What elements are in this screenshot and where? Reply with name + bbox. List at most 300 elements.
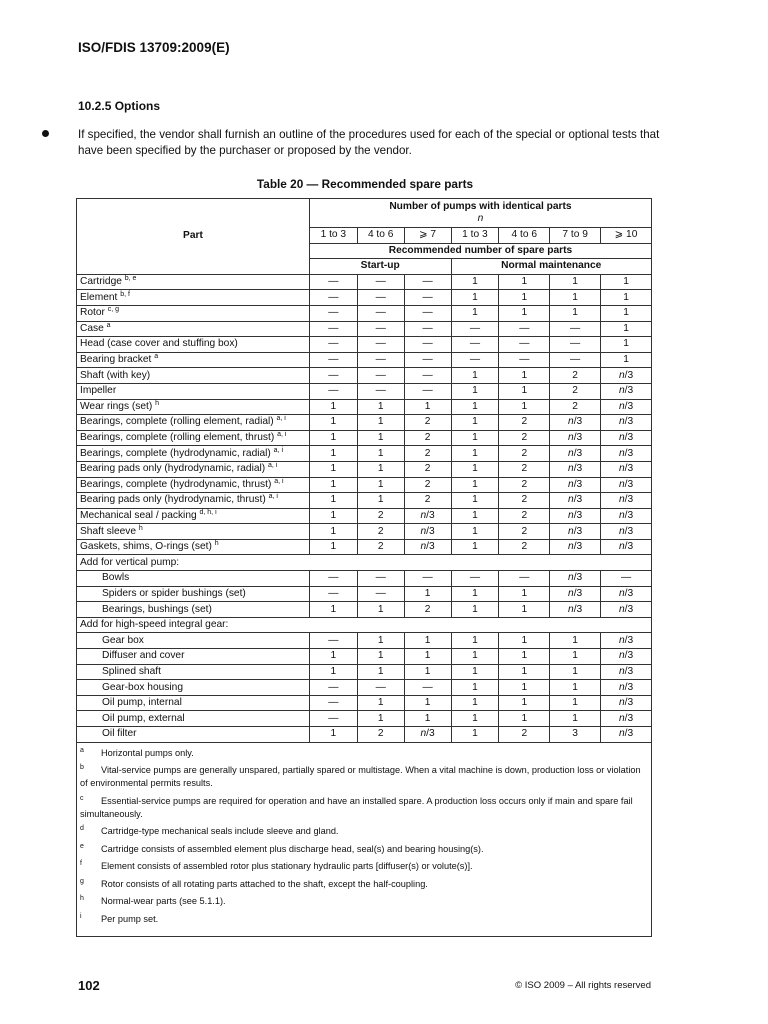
value-cell: 1	[404, 695, 451, 711]
value-cell: 1	[451, 680, 499, 696]
value-cell: 1	[451, 602, 499, 618]
table-row	[77, 493, 652, 509]
value-cell: 1	[309, 727, 357, 743]
footnote-key: i	[80, 912, 82, 920]
value-cell: 1	[451, 430, 499, 446]
value-cell: 2	[404, 415, 451, 431]
part-column-header: Part	[77, 199, 310, 275]
value-cell: 2	[404, 493, 451, 509]
footnote-key: h	[80, 895, 84, 903]
value-cell: n/3	[601, 649, 652, 665]
value-cell: 1	[451, 305, 499, 321]
value-cell: 1	[499, 633, 550, 649]
value-cell: 1	[601, 352, 652, 368]
value-cell: n/3	[404, 539, 451, 555]
value-cell: 1	[499, 274, 550, 290]
footnotes-row	[77, 742, 652, 937]
group-label: Add for high-speed integral gear:	[77, 617, 652, 633]
value-cell: —	[357, 290, 404, 306]
part-label: Bearing bracket $^a$	[77, 352, 310, 368]
footnote-ref: a, i	[268, 493, 278, 501]
table-row	[77, 571, 652, 587]
range-header: ⩾ 7	[404, 228, 451, 244]
value-cell: n/3	[550, 493, 601, 509]
value-cell: 1	[309, 477, 357, 493]
startup-header: Start-up	[309, 259, 451, 275]
value-cell: 2	[357, 508, 404, 524]
table-row	[77, 290, 652, 306]
footnote-ref: a, i	[273, 446, 284, 454]
value-cell: —	[309, 571, 357, 587]
value-cell: 1	[550, 305, 601, 321]
value-cell: —	[451, 337, 499, 353]
spare-parts-table	[76, 198, 652, 937]
value-cell: 1	[550, 290, 601, 306]
group-row	[77, 617, 652, 633]
part-label: Shaft sleeve $^h$	[77, 524, 310, 540]
value-cell: —	[309, 352, 357, 368]
table-row	[77, 602, 652, 618]
value-cell: 2	[550, 368, 601, 384]
part-label: Bearings, complete (hydrodynamic, thrust) $^{a, i}$	[77, 477, 310, 493]
value-cell: 1	[404, 399, 451, 415]
value-cell: 2	[404, 477, 451, 493]
value-cell: 1	[451, 539, 499, 555]
value-cell: 1	[357, 430, 404, 446]
value-cell: n/3	[601, 368, 652, 384]
table-row	[77, 649, 652, 665]
value-cell: —	[309, 680, 357, 696]
value-cell: 1	[550, 711, 601, 727]
value-cell: 1	[357, 695, 404, 711]
table-row	[77, 352, 652, 368]
value-cell: 1	[309, 508, 357, 524]
part-label: Gear-box housing	[77, 680, 310, 696]
value-cell: 1	[550, 274, 601, 290]
value-cell: 1	[451, 524, 499, 540]
value-cell: —	[404, 290, 451, 306]
part-label: Bearing pads only (hydrodynamic, thrust) $^{a, i}$	[77, 493, 310, 509]
part-label: Rotor $^{c, g}$	[77, 305, 310, 321]
value-cell: 1	[451, 290, 499, 306]
value-cell: 1	[357, 446, 404, 462]
table-row	[77, 711, 652, 727]
value-cell: —	[404, 337, 451, 353]
value-cell: 2	[499, 461, 550, 477]
value-cell: 1	[451, 368, 499, 384]
value-cell: 1	[309, 493, 357, 509]
value-cell: 2	[357, 727, 404, 743]
value-cell: —	[499, 321, 550, 337]
part-label: Gear box	[77, 633, 310, 649]
footnote	[80, 860, 648, 873]
value-cell: 2	[499, 508, 550, 524]
value-cell: 1	[309, 415, 357, 431]
value-cell: —	[309, 586, 357, 602]
footnote	[80, 913, 648, 926]
footnote-ref: a, i	[277, 431, 287, 439]
value-cell: —	[550, 321, 601, 337]
part-label: Wear rings (set) $^h$	[77, 399, 310, 415]
value-cell: 3	[550, 727, 601, 743]
value-cell: 2	[499, 493, 550, 509]
value-cell: 1	[601, 274, 652, 290]
value-cell: 1	[451, 664, 499, 680]
value-cell: n/3	[404, 508, 451, 524]
value-cell: n/3	[550, 539, 601, 555]
value-cell: 1	[499, 399, 550, 415]
footnote-key: d	[80, 825, 84, 833]
footnote-ref: h	[138, 524, 143, 532]
value-cell: —	[550, 352, 601, 368]
value-cell: 1	[550, 649, 601, 665]
value-cell: —	[309, 711, 357, 727]
value-cell: —	[404, 571, 451, 587]
part-label: Oil filter	[77, 727, 310, 743]
value-cell: —	[404, 383, 451, 399]
part-label: Mechanical seal / packing $^{d, h, i}$	[77, 508, 310, 524]
value-cell: —	[404, 680, 451, 696]
value-cell: 1	[499, 305, 550, 321]
table-row	[77, 695, 652, 711]
value-cell: 1	[451, 586, 499, 602]
footnote-key: b	[80, 764, 84, 772]
value-cell: 1	[499, 680, 550, 696]
value-cell: n/3	[601, 383, 652, 399]
table-row	[77, 664, 652, 680]
value-cell: 1	[451, 399, 499, 415]
part-label: Impeller	[77, 383, 310, 399]
value-cell: 1	[451, 695, 499, 711]
value-cell: 1	[404, 711, 451, 727]
range-header: 1 to 3	[309, 228, 357, 244]
value-cell: 1	[309, 399, 357, 415]
footnote-ref: b, f	[120, 290, 130, 298]
maintenance-header: Normal maintenance	[451, 259, 652, 275]
part-label: Element $^{b, f}$	[77, 290, 310, 306]
value-cell: 1	[357, 602, 404, 618]
footnote-text: Per pump set.	[101, 913, 159, 924]
value-cell: 2	[499, 727, 550, 743]
value-cell: —	[309, 337, 357, 353]
value-cell: 1	[601, 305, 652, 321]
value-cell: 1	[404, 649, 451, 665]
value-cell: 1	[357, 493, 404, 509]
value-cell: 1	[499, 711, 550, 727]
value-cell: n/3	[601, 695, 652, 711]
table-row	[77, 727, 652, 743]
value-cell: 1	[451, 461, 499, 477]
value-cell: n/3	[601, 415, 652, 431]
value-cell: —	[357, 352, 404, 368]
value-cell: —	[309, 633, 357, 649]
value-cell: 1	[404, 586, 451, 602]
part-label: Head (case cover and stuffing box)	[77, 337, 310, 353]
value-cell: 1	[309, 430, 357, 446]
footnote	[80, 895, 648, 908]
footnote	[80, 795, 648, 821]
table-row	[77, 321, 652, 337]
table-row	[77, 461, 652, 477]
pumps-count-header: Number of pumps with identical parts n	[309, 199, 651, 228]
value-cell: 1	[357, 477, 404, 493]
value-cell: —	[404, 368, 451, 384]
value-cell: —	[357, 305, 404, 321]
value-cell: 1	[499, 602, 550, 618]
part-label: Bearings, bushings (set)	[77, 602, 310, 618]
table-row	[77, 383, 652, 399]
value-cell: 1	[451, 446, 499, 462]
value-cell: n/3	[601, 602, 652, 618]
footnote-text: Vital-service pumps are generally unspared, partially spared or multistage. When a vital machine is down, production loss or violation of environmental permits results.	[80, 765, 641, 789]
value-cell: 1	[404, 664, 451, 680]
footnote-ref: d, h, i	[199, 508, 217, 516]
value-cell: n/3	[601, 399, 652, 415]
value-cell: n/3	[601, 446, 652, 462]
table-row	[77, 524, 652, 540]
value-cell: —	[404, 352, 451, 368]
footnote-text: Cartridge consists of assembled element plus discharge head, seal(s) and bearing housing(s).	[101, 843, 484, 854]
footnote	[80, 843, 648, 856]
value-cell: 1	[357, 415, 404, 431]
value-cell: —	[499, 571, 550, 587]
part-label: Spiders or spider bushings (set)	[77, 586, 310, 602]
table-row	[77, 477, 652, 493]
value-cell: —	[357, 586, 404, 602]
range-header: 4 to 6	[499, 228, 550, 244]
value-cell: —	[357, 321, 404, 337]
range-header: 7 to 9	[550, 228, 601, 244]
footnote-key: c	[80, 794, 84, 802]
footnote-key: a	[80, 746, 84, 754]
value-cell: —	[499, 352, 550, 368]
value-cell: —	[357, 368, 404, 384]
value-cell: —	[404, 321, 451, 337]
value-cell: n/3	[601, 680, 652, 696]
part-label: Bowls	[77, 571, 310, 587]
value-cell: 2	[357, 539, 404, 555]
value-cell: n/3	[601, 477, 652, 493]
bullet-icon	[42, 130, 49, 137]
value-cell: —	[309, 305, 357, 321]
value-cell: n/3	[601, 524, 652, 540]
value-cell: —	[309, 368, 357, 384]
value-cell: 1	[357, 399, 404, 415]
copyright-notice: © ISO 2009 – All rights reserved	[515, 980, 651, 991]
table-row	[77, 305, 652, 321]
value-cell: n/3	[601, 493, 652, 509]
value-cell: —	[309, 290, 357, 306]
value-cell: 1	[499, 695, 550, 711]
value-cell: n/3	[550, 571, 601, 587]
value-cell: 1	[451, 508, 499, 524]
value-cell: n/3	[550, 446, 601, 462]
value-cell: —	[309, 695, 357, 711]
value-cell: 2	[404, 461, 451, 477]
value-cell: n/3	[601, 586, 652, 602]
value-cell: —	[499, 337, 550, 353]
value-cell: 2	[550, 383, 601, 399]
part-label: Case $^a$	[77, 321, 310, 337]
value-cell: —	[309, 321, 357, 337]
part-label: Bearing pads only (hydrodynamic, radial) $^{a, i}$	[77, 461, 310, 477]
value-cell: n/3	[601, 461, 652, 477]
value-cell: 1	[499, 649, 550, 665]
value-cell: 1	[499, 664, 550, 680]
value-cell: 2	[499, 446, 550, 462]
value-cell: —	[309, 383, 357, 399]
footnote-ref: b, e	[124, 275, 137, 283]
value-cell: 1	[601, 337, 652, 353]
value-cell: 2	[499, 415, 550, 431]
value-cell: n/3	[601, 711, 652, 727]
value-cell: —	[357, 337, 404, 353]
table-row	[77, 399, 652, 415]
footnote	[80, 747, 648, 760]
part-label: Shaft (with key)	[77, 368, 310, 384]
part-label: Gaskets, shims, O-rings (set) $^h$	[77, 539, 310, 555]
value-cell: —	[357, 274, 404, 290]
value-cell: 1	[499, 290, 550, 306]
value-cell: 1	[451, 383, 499, 399]
value-cell: n/3	[601, 664, 652, 680]
table-row	[77, 633, 652, 649]
range-header: ⩾ 10	[601, 228, 652, 244]
footnote-text: Element consists of assembled rotor plus stationary hydraulic parts [diffuser(s) or volute(s)].	[101, 861, 473, 872]
value-cell: n/3	[601, 430, 652, 446]
value-cell: n/3	[550, 430, 601, 446]
value-cell: n/3	[601, 633, 652, 649]
value-cell: —	[550, 337, 601, 353]
footnote-ref: a, i	[274, 477, 284, 485]
value-cell: 1	[451, 711, 499, 727]
table-row	[77, 430, 652, 446]
value-cell: n/3	[550, 602, 601, 618]
value-cell: n/3	[601, 508, 652, 524]
value-cell: 2	[404, 430, 451, 446]
value-cell: n/3	[550, 524, 601, 540]
footnote-key: e	[80, 842, 84, 850]
value-cell: —	[357, 383, 404, 399]
value-cell: 1	[309, 524, 357, 540]
value-cell: 2	[499, 430, 550, 446]
value-cell: 1	[309, 649, 357, 665]
value-cell: 1	[357, 711, 404, 727]
value-cell: 1	[601, 321, 652, 337]
value-cell: 1	[451, 633, 499, 649]
value-cell: 1	[357, 664, 404, 680]
value-cell: n/3	[404, 524, 451, 540]
value-cell: —	[357, 680, 404, 696]
footnote-ref: a	[106, 321, 111, 329]
value-cell: 2	[404, 446, 451, 462]
value-cell: 2	[357, 524, 404, 540]
value-cell: —	[451, 321, 499, 337]
table-row	[77, 415, 652, 431]
table-row	[77, 368, 652, 384]
part-label: Splined shaft	[77, 664, 310, 680]
table-caption: Table 20 — Recommended spare parts	[256, 177, 474, 191]
value-cell: 1	[550, 664, 601, 680]
value-cell: 1	[309, 602, 357, 618]
value-cell: 1	[309, 461, 357, 477]
part-label: Oil pump, external	[77, 711, 310, 727]
value-cell: —	[404, 305, 451, 321]
value-cell: 2	[499, 477, 550, 493]
footnote-ref: a, i	[268, 462, 278, 470]
value-cell: 1	[451, 649, 499, 665]
value-cell: 1	[499, 586, 550, 602]
footnote-key: g	[80, 877, 84, 885]
footnote-key: f	[80, 860, 82, 868]
part-label: Diffuser and cover	[77, 649, 310, 665]
document-header: ISO/FDIS 13709:2009(E)	[78, 40, 230, 55]
value-cell: 1	[309, 664, 357, 680]
footnote-ref: c, g	[107, 306, 120, 314]
value-cell: 1	[550, 633, 601, 649]
footnote-text: Normal-wear parts (see 5.1.1).	[101, 896, 226, 907]
value-cell: 2	[550, 399, 601, 415]
value-cell: n/3	[550, 586, 601, 602]
group-row	[77, 555, 652, 571]
value-cell: 1	[451, 477, 499, 493]
value-cell: 1	[309, 446, 357, 462]
value-cell: —	[404, 274, 451, 290]
section-paragraph: If specified, the vendor shall furnish an outline of the procedures used for each of the special or optional tests that have been specified by the purchaser or proposed by the vendor.	[78, 128, 660, 157]
footnote	[80, 878, 648, 891]
value-cell: 1	[550, 695, 601, 711]
value-cell: 2	[499, 539, 550, 555]
table-row	[77, 274, 652, 290]
part-label: Oil pump, internal	[77, 695, 310, 711]
value-cell: 1	[357, 461, 404, 477]
footnote	[80, 825, 648, 838]
value-cell: —	[601, 571, 652, 587]
value-cell: 1	[404, 633, 451, 649]
table-row	[77, 680, 652, 696]
value-cell: n/3	[550, 415, 601, 431]
footnote-ref: h	[214, 540, 219, 548]
recommended-header: Recommended number of spare parts	[309, 243, 651, 259]
part-label: Bearings, complete (hydrodynamic, radial) $^{a, i}$	[77, 446, 310, 462]
value-cell: n/3	[550, 477, 601, 493]
footnote-ref: a	[154, 353, 159, 361]
value-cell: 1	[357, 649, 404, 665]
table-row	[77, 586, 652, 602]
value-cell: 1	[499, 368, 550, 384]
value-cell: 1	[451, 274, 499, 290]
table-row	[77, 508, 652, 524]
part-label: Bearings, complete (rolling element, radial) $^{a, i}$	[77, 415, 310, 431]
range-header: 1 to 3	[451, 228, 499, 244]
value-cell: 2	[404, 602, 451, 618]
part-label: Bearings, complete (rolling element, thrust) $^{a, i}$	[77, 430, 310, 446]
footnote-text: Cartridge-type mechanical seals include sleeve and gland.	[101, 826, 339, 837]
value-cell: 1	[499, 383, 550, 399]
value-cell: —	[451, 352, 499, 368]
value-cell: 1	[357, 633, 404, 649]
part-label: Cartridge $^{b, e}$	[77, 274, 310, 290]
value-cell: n/3	[550, 461, 601, 477]
footnotes	[77, 742, 652, 937]
footnote-ref: h	[155, 399, 160, 407]
footnote-text: Essential-service pumps are required for operation and have an installed spare. A production loss occurs only if main and spare fail simultaneously.	[80, 795, 633, 819]
value-cell: 1	[309, 539, 357, 555]
footnote-text: Rotor consists of all rotating parts attached to the shaft, except the half-coupling.	[101, 878, 428, 889]
footnote	[80, 764, 648, 790]
footnote-text: Horizontal pumps only.	[101, 747, 194, 758]
value-cell: 1	[451, 493, 499, 509]
